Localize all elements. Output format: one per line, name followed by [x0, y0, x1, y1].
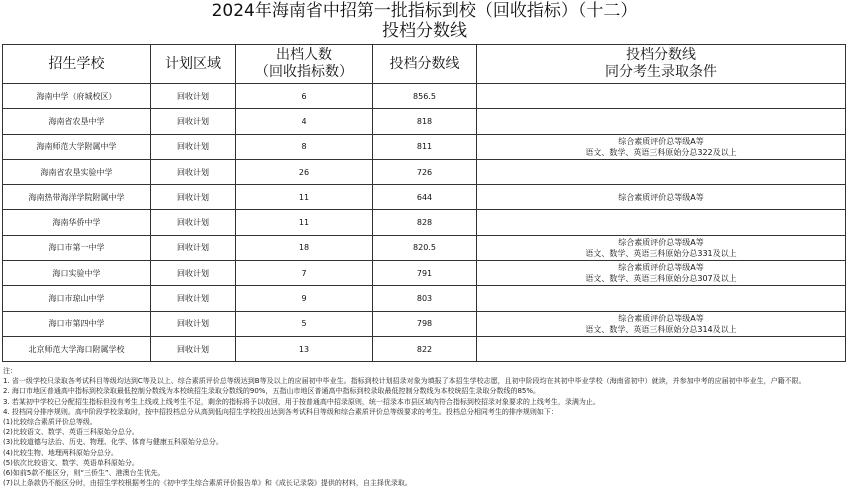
count-cell: 18: [236, 235, 373, 260]
conditions-cell: [477, 84, 846, 109]
region-cell: 回收计划: [151, 261, 236, 286]
table-row: [3, 311, 846, 336]
note-line: 3. 若某初中学校已分配招生指标但没有考生上线或上线考生不足，剩余的指标将予以收回，用于按普通高中招录原则，统一招录本市县区域内符合指标到校招录对象要求的上线考生，录满为止。: [3, 397, 600, 406]
conditions-cell: [477, 311, 846, 336]
notes-section: [3, 366, 846, 488]
count-cell: 9: [236, 286, 373, 311]
header-cond-line1: 投档分数线: [626, 47, 696, 63]
count-cell: 6: [236, 84, 373, 109]
note-line: (6)如前5款不能区分，则“三侨生”、港澳台生优先。: [3, 469, 165, 478]
count-cell: 4: [236, 109, 373, 134]
school-cell: 海口实验中学: [3, 261, 151, 286]
school-cell: 海南华侨中学: [3, 210, 151, 235]
header-count: [236, 45, 373, 84]
score-cell: 856.5: [373, 84, 477, 109]
region-cell: 回收计划: [151, 84, 236, 109]
header-conditions: [477, 45, 846, 84]
region-cell: 回收计划: [151, 185, 236, 210]
note-line: (3)比较道德与法治、历史、物理、化学、体育与健康五科原始分总分。: [3, 438, 223, 447]
header-score: 投档分数线: [373, 45, 477, 84]
score-cell: 820.5: [373, 235, 477, 260]
table-row: [3, 210, 846, 235]
count-cell: 26: [236, 159, 373, 184]
region-cell: 回收计划: [151, 235, 236, 260]
condition-line: 综合素质评价总等级A等: [618, 237, 704, 247]
conditions-cell: [477, 134, 846, 159]
count-cell: 5: [236, 311, 373, 336]
table-row: [3, 261, 846, 286]
school-cell: 海南省农垦中学: [3, 109, 151, 134]
header-school: 招生学校: [3, 45, 151, 84]
region-cell: 回收计划: [151, 286, 236, 311]
header-count-line1: 出档人数: [276, 47, 332, 63]
condition-line: 语文、数学、英语三科原始分总331及以上: [585, 248, 737, 258]
condition-line: 综合素质评价总等级A等: [618, 192, 704, 202]
count-cell: 13: [236, 336, 373, 361]
score-cell: 822: [373, 336, 477, 361]
count-cell: 11: [236, 210, 373, 235]
table-row: [3, 336, 846, 361]
conditions-cell: [477, 261, 846, 286]
page-subtitle: 投档分数线: [382, 21, 467, 41]
score-table: [2, 44, 846, 362]
table-row: [3, 84, 846, 109]
table-row: [3, 286, 846, 311]
condition-line: 综合素质评价总等级A等: [618, 136, 704, 146]
school-cell: 海口市琼山中学: [3, 286, 151, 311]
note-line: 1. 省一级学校只录取各考试科目等级均达到C等及以上、综合素质评价总等级达到B等及以上的应届初中毕业生。指标到校计划招录对象为填报了本招生学校志愿，且初中阶段均在其初中毕业学校（海南省初中）就读，并参加中考的应届初中毕业生，户籍不限。: [3, 377, 806, 386]
region-cell: 回收计划: [151, 210, 236, 235]
conditions-cell: [477, 210, 846, 235]
score-cell: 818: [373, 109, 477, 134]
conditions-cell: [477, 286, 846, 311]
table-header-row: [3, 45, 846, 84]
conditions-cell: [477, 109, 846, 134]
note-line: (7)以上条款仍不能区分时，由招生学校根据考生的《初中学生综合素质评价报告单》和《成长记录袋》提供的材料，自主择优录取。: [3, 479, 412, 488]
score-cell: 803: [373, 286, 477, 311]
note-line: (2)比较语文、数学、英语三科原始分总分。: [3, 428, 139, 437]
score-cell: 644: [373, 185, 477, 210]
note-line: 注：: [3, 367, 17, 375]
conditions-cell: [477, 336, 846, 361]
school-cell: 海南省农垦实验中学: [3, 159, 151, 184]
count-cell: 8: [236, 134, 373, 159]
note-line: (5)依次比较语文、数学、英语单科原始分。: [3, 458, 139, 467]
region-cell: 回收计划: [151, 336, 236, 361]
header-cond-line2: 同分考生录取条件: [605, 64, 717, 80]
table-row: [3, 185, 846, 210]
note-line: (1)比较综合素质评价总等级。: [3, 418, 97, 427]
school-cell: 北京师范大学海口附属学校: [3, 336, 151, 361]
conditions-cell: [477, 159, 846, 184]
score-cell: 791: [373, 261, 477, 286]
header-region: 计划区域: [151, 45, 236, 84]
note-line: 4. 投档同分排序规则。高中阶段学校录取时，按中招投档总分从高到低向招生学校投出达到各考试科目等级和综合素质评价总等级要求的考生。投档总分相同考生的排序规则如下：: [3, 407, 558, 416]
header-count-line2: （回收指标数）: [255, 64, 353, 80]
condition-line: 综合素质评价总等级A等: [618, 313, 704, 323]
conditions-cell: [477, 185, 846, 210]
note-line: 2. 海口市地区普通高中指标到校录取最低控制分数线为本校统招生录取分数线的90%，五指山市地区普通高中指标到校录取最低控制分数线为本校统招生录取分数线的85%。: [3, 387, 541, 396]
table-row: [3, 235, 846, 260]
school-cell: 海南师范大学附属中学: [3, 134, 151, 159]
count-cell: 11: [236, 185, 373, 210]
condition-line: 语文、数学、英语三科原始分总307及以上: [585, 274, 737, 284]
score-cell: 798: [373, 311, 477, 336]
condition-line: 语文、数学、英语三科原始分总314及以上: [585, 324, 737, 334]
region-cell: 回收计划: [151, 109, 236, 134]
count-cell: 7: [236, 261, 373, 286]
table-row: [3, 134, 846, 159]
score-cell: 811: [373, 134, 477, 159]
region-cell: 回收计划: [151, 311, 236, 336]
note-line: (4)比较生物、地理两科原始分总分。: [3, 448, 118, 457]
region-cell: 回收计划: [151, 134, 236, 159]
condition-line: 综合素质评价总等级A等: [618, 263, 704, 273]
school-cell: 海口市第四中学: [3, 311, 151, 336]
conditions-cell: [477, 235, 846, 260]
table-row: [3, 159, 846, 184]
page-title: 2024年海南省中招第一批指标到校（回收指标）（十二）: [211, 1, 638, 21]
school-cell: 海南中学（府城校区）: [3, 84, 151, 109]
score-cell: 726: [373, 159, 477, 184]
condition-line: 语文、数学、英语三科原始分总322及以上: [585, 147, 737, 157]
school-cell: 海口市第一中学: [3, 235, 151, 260]
school-cell: 海南热带海洋学院附属中学: [3, 185, 151, 210]
region-cell: 回收计划: [151, 159, 236, 184]
table-row: [3, 109, 846, 134]
score-cell: 828: [373, 210, 477, 235]
